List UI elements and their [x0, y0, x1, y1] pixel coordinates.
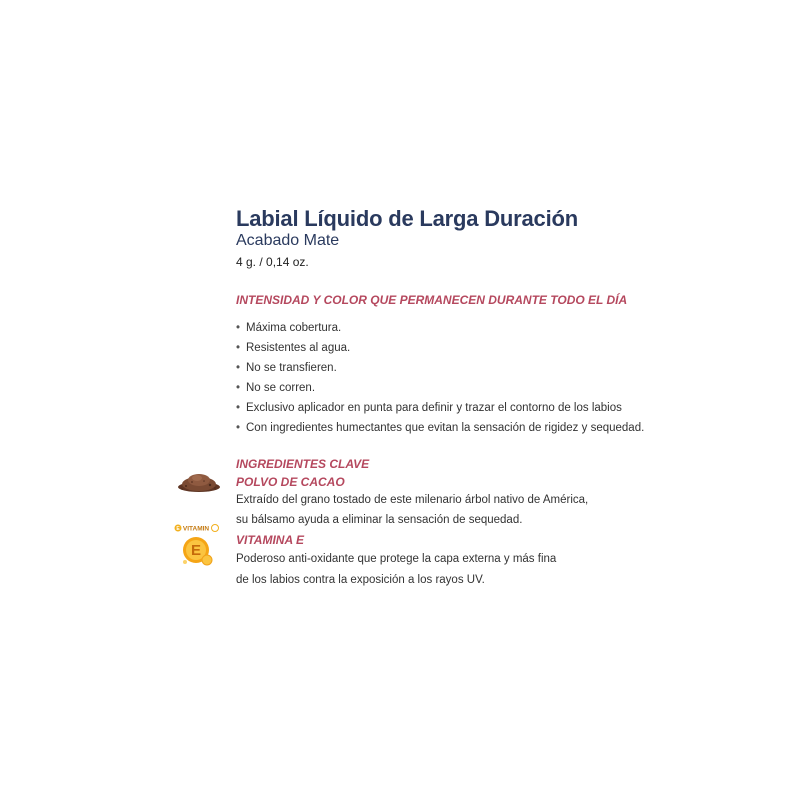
- bullet-marker: •: [236, 362, 241, 374]
- ingredient-description-line: su bálsamo ayuda a eliminar la sensación de sequedad.: [236, 514, 523, 526]
- ingredient-name-cacao: POLVO DE CACAO: [236, 475, 345, 489]
- bullet-marker: •: [236, 382, 241, 394]
- feature-text: No se corren.: [246, 382, 316, 394]
- bullet-marker: •: [236, 342, 241, 354]
- ingredient-description-line: Poderoso anti-oxidante que protege la capa externa y más fina: [236, 553, 557, 565]
- vitamin-small-e: E: [176, 526, 180, 532]
- product-size: 4 g. / 0,14 oz.: [236, 255, 309, 269]
- vitamin-label: VITAMIN: [182, 525, 210, 533]
- ingredient-name-vitamin-e: VITAMINA E: [236, 533, 304, 547]
- product-title: Labial Líquido de Larga Duración: [236, 206, 578, 231]
- ingredient-description-line: de los labios contra la exposición a los rayos UV.: [236, 574, 485, 586]
- ingredients-heading: INGREDIENTES CLAVE: [236, 457, 370, 471]
- feature-item: [236, 318, 644, 338]
- cocoa-powder-icon: [176, 468, 222, 494]
- feature-list: [236, 318, 644, 438]
- ingredient-description-line: Extraído del grano tostado de este milenario árbol nativo de América,: [236, 494, 589, 506]
- feature-text: Exclusivo aplicador en punta para definir y trazar el contorno de los labios: [246, 402, 622, 414]
- feature-item: [236, 418, 644, 438]
- vitamin-big-e: E: [190, 542, 202, 559]
- bullet-marker: •: [236, 422, 241, 434]
- feature-text: No se transfieren.: [246, 362, 337, 374]
- bullet-marker: •: [236, 322, 241, 334]
- feature-text: Resistentes al agua.: [246, 342, 351, 354]
- bullet-marker: •: [236, 402, 241, 414]
- feature-text: Máxima cobertura.: [246, 322, 342, 334]
- product-finish: Acabado Mate: [236, 232, 340, 249]
- feature-item: [236, 338, 644, 358]
- vitamin-e-icon: [172, 520, 220, 568]
- feature-item: [236, 358, 644, 378]
- feature-text: Con ingredientes humectantes que evitan la sensación de rigidez y sequedad.: [246, 422, 645, 434]
- highlight-heading: INTENSIDAD Y COLOR QUE PERMANECEN DURANTE TODO EL DÍA: [236, 293, 628, 307]
- feature-item: [236, 378, 644, 398]
- feature-item: [236, 398, 644, 418]
